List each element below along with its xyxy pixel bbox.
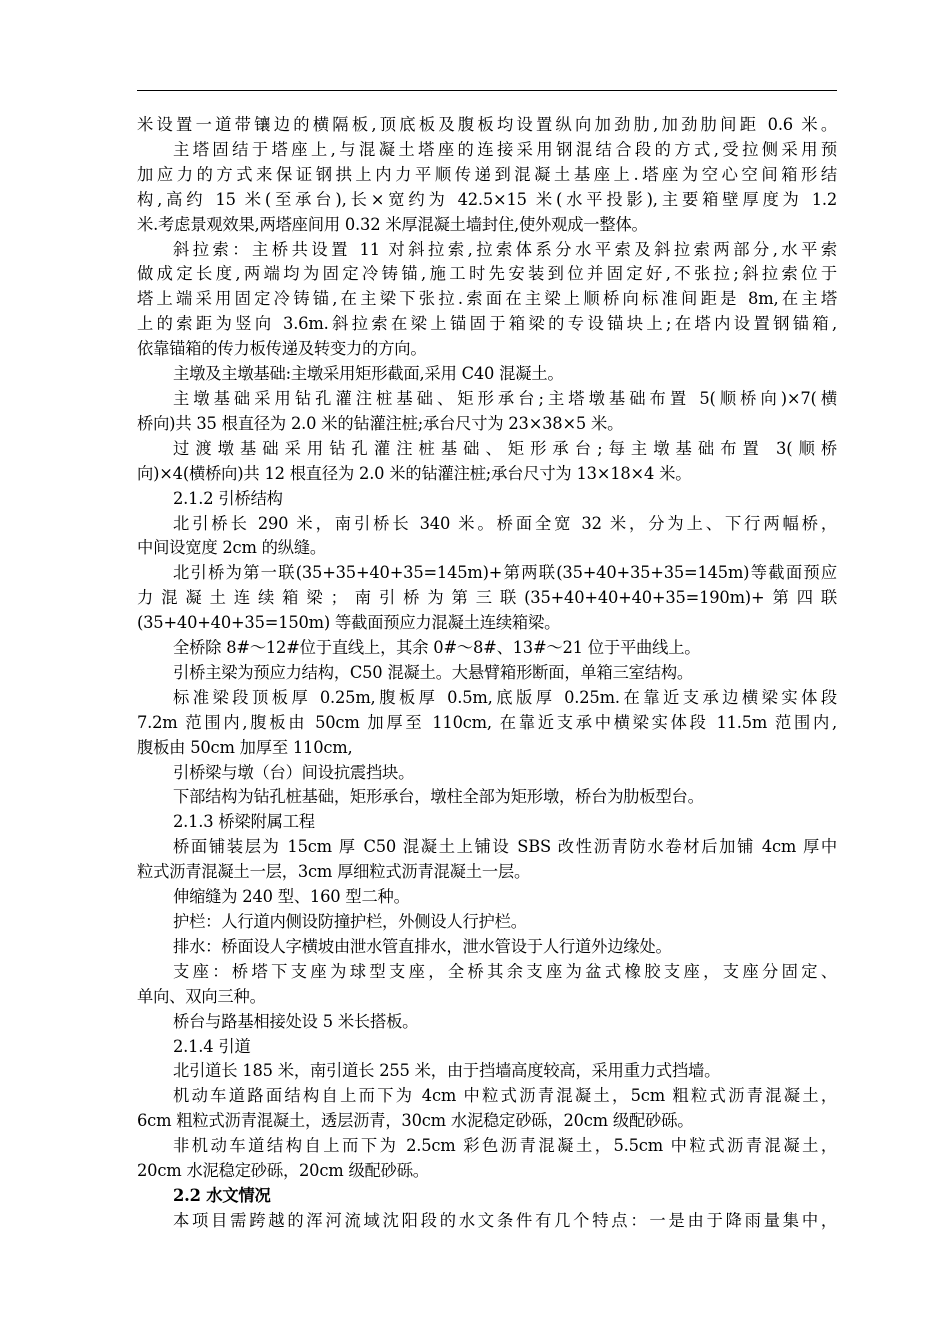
text-line: 加应力的方式来保证钢拱上内力平顺传递到混凝土基座上.塔座为空心空间箱形结 (137, 164, 837, 184)
text-line: 依靠锚箱的传力板传递及转变力的方向。 (137, 339, 427, 359)
text-line: 20cm 水泥稳定砂砾，20cm 级配砂砾。 (137, 1161, 429, 1181)
text-line: 护栏：人行道内侧设防撞护栏，外侧设人行护栏。 (173, 912, 527, 931)
text-line: 排水：桥面设人字横坡由泄水管直排水，泄水管设于人行道外边缘处。 (173, 936, 672, 956)
text-line: 北引桥为第一联(35+35+40+35=145m)+第两联(35+40+35+35=145m)等截面预应 (173, 563, 837, 583)
text-line: 粒式沥青混凝土一层，3cm 厚细粒式沥青混凝土一层。 (137, 862, 531, 882)
text-line: 北引桥长 290 米，南引桥长 340 米。桥面全宽 32 米，分为上、下行两幅桥， (173, 513, 837, 533)
text-line: 引桥梁与墩（台）间设抗震挡块。 (173, 762, 415, 782)
text-line: 机动车道路面结构自上而下为 4cm 中粒式沥青混凝土，5cm 粗粒式沥青混凝土， (173, 1086, 837, 1106)
document-body (137, 113, 837, 1234)
text-line: 桥向)共 35 根直径为 2.0 米的钻灌注桩;承台尺寸为 23×38×5 米。 (137, 413, 624, 433)
text-line: (35+40+40+35=150m) 等截面预应力混凝土连续箱梁。 (137, 613, 561, 633)
text-line: 向)×4(横桥向)共 12 根直径为 2.0 米的钻灌注桩;承台尺寸为 13×18×4 米。 (137, 463, 692, 483)
text-line: 力混凝土连续箱梁；南引桥为第三联(35+40+40+40+35=190m)+第四联 (137, 588, 837, 608)
text-line: 桥面铺装层为 15cm 厚 C50 混凝土上铺设 SBS 改性沥青防水卷材后加铺 4cm 厚中 (173, 837, 837, 857)
text-line: 北引道长 185 米，南引道长 255 米，由于挡墙高度较高，采用重力式挡墙。 (173, 1061, 721, 1081)
text-line: 本项目需跨越的浑河流域沈阳段的水文条件有几个特点：一是由于降雨量集中， (173, 1210, 837, 1230)
text-line: 主塔固结于塔座上,与混凝土塔座的连接采用钢混结合段的方式,受拉侧采用预 (173, 139, 837, 159)
section-heading-2-1-3: 2.1.3 桥梁附属工程 (173, 812, 315, 832)
section-heading-2-2: 2.2 水文情况 (173, 1185, 271, 1205)
text-line: 米设置一道带镶边的横隔板,顶底板及腹板均设置纵向加劲肋,加劲肋间距 0.6 米。 (137, 115, 837, 134)
text-line: 上的索距为竖向 3.6m.斜拉索在梁上锚固于箱梁的专设锚块上;在塔内设置钢锚箱, (137, 314, 837, 334)
text-line: 过渡墩基础采用钻孔灌注桩基础、矩形承台;每主墩基础布置 3(顺桥 (173, 438, 837, 458)
text-line: 7.2m 范围内,腹板由 50cm 加厚至 110cm, 在靠近支承中横梁实体段 11.5m 范围内, (137, 712, 837, 732)
text-line: 标准梁段顶板厚 0.25m,腹板厚 0.5m,底版厚 0.25m.在靠近支承边横梁实体段 (173, 687, 837, 707)
text-line: 斜拉索：主桥共设置 11 对斜拉索,拉索体系分水平索及斜拉索两部分,水平索 (173, 239, 837, 259)
text-line: 单向、双向三种。 (137, 986, 266, 1006)
section-heading-2-1-2: 2.1.2 引桥结构 (173, 488, 283, 508)
text-line: 伸缩缝为 240 型、160 型二种。 (173, 887, 410, 907)
text-line: 主墩及主墩基础:主墩采用矩形截面,采用 C40 混凝土。 (173, 364, 564, 384)
text-line: 腹板由 50cm 加厚至 110cm, (137, 737, 353, 757)
text-line: 6cm 粗粒式沥青混凝土，透层沥青，30cm 水泥稳定砂砾，20cm 级配砂砾。 (137, 1111, 694, 1131)
text-line: 引桥主梁为预应力结构，C50 混凝土。大悬臂箱形断面，单箱三室结构。 (173, 662, 693, 682)
text-line: 支座：桥塔下支座为球型支座，全桥其余支座为盆式橡胶支座，支座分固定、 (173, 961, 837, 981)
text-line: 桥台与路基相接处设 5 米长搭板。 (173, 1011, 419, 1031)
text-line: 塔上端采用固定冷铸锚,在主梁下张拉.索面在主梁上顺桥向标准间距是 8m,在主塔 (137, 289, 837, 309)
section-heading-2-1-4: 2.1.4 引道 (173, 1036, 251, 1056)
text-line: 构,高约 15 米(至承台),长×宽约为 42.5×15 米(水平投影),主要箱壁厚度为 1.2 (137, 189, 837, 209)
header-rule (137, 90, 837, 91)
text-line: 全桥除 8#～12#位于直线上，其余 0#～8#、13#～21 位于平曲线上。 (173, 638, 701, 658)
text-line: 非机动车道结构自上而下为 2.5cm 彩色沥青混凝土，5.5cm 中粒式沥青混凝土， (173, 1136, 837, 1156)
text-line: 米.考虑景观效果,两塔座间用 0.32 米厚混凝土墙封住,使外观成一整体。 (137, 214, 648, 234)
text-line: 中间设宽度 2cm 的纵缝。 (137, 538, 326, 558)
text-line: 下部结构为钻孔桩基础，矩形承台，墩柱全部为矩形墩，桥台为肋板型台。 (173, 787, 704, 807)
text-line: 主墩基础采用钻孔灌注桩基础、矩形承台;主塔墩基础布置 5(顺桥向)×7(横 (173, 388, 837, 408)
text-line: 做成定长度,两端均为固定冷铸锚,施工时先安装到位并固定好,不张拉;斜拉索位于 (137, 264, 837, 284)
